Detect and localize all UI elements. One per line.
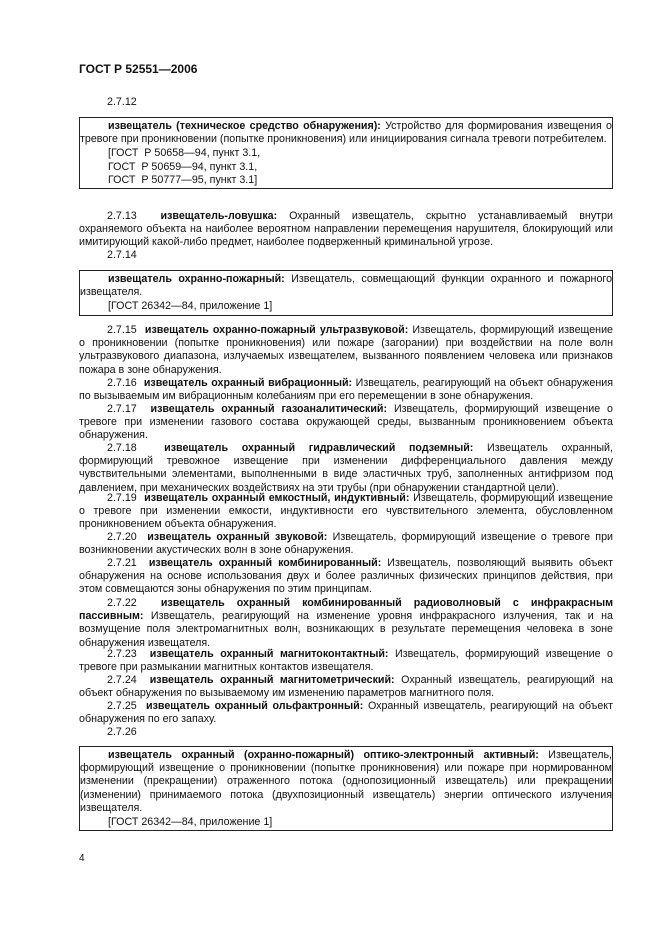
term: извещатель-ловушка: [160,210,278,222]
clause-number: 2.7.14 [107,249,137,261]
definition: Извещатель, формирующий извещение о тревоге при размыкании магнитных контактов извещателя. [79,648,613,674]
term: извещатель охранный вибрационный: [143,377,353,389]
clause [79,442,613,495]
definition-box [79,270,613,316]
clause-number: 2.7.20 [107,531,137,543]
definition: Охранный извещатель, реагирующий на объект обнаружения по вызываемому им изменению параметров магнитного поля. [79,674,613,700]
definition: Извещатель, формирующий извещение о проникновении (попытке проникновения) или пожаре (загорании) при воздействии на поле волн ультразвукового диапазона, излучаемых извещателем, вызванного появлением человека или признаков пожара в зоне обнаружения. [79,324,613,376]
reference: [ГОСТ Р 50658—94, пункт 3.1, [108,147,261,160]
definition-box [79,746,613,831]
reference: ГОСТ Р 50659—94, пункт 3.1, [108,160,258,173]
term: извещатель охранный гидравлический подземный: [164,442,474,454]
clause-number: 2.7.17 [107,403,137,415]
term: извещатель охранный ольфактронный: [146,700,364,712]
definition: Охранный извещатель, скрытно устанавливаемый внутри охраняемого объекта на наиболее вероятном направлении перемещения нарушителя, блокирующий или имитирующий какой-либо предмет, наиболее подверженный криминальной угрозе. [79,210,613,249]
clause-number: 2.7.19 [107,492,137,504]
clause-number: 2.7.15 [107,324,137,336]
term: извещатель охранно-пожарный ультразвуковой: [144,324,409,336]
clause [79,492,613,532]
term: извещатель (техническое средство обнаружения): [108,120,381,132]
definition: Извещатель охранный, формирующий тревожное извещение при изменении дифференциального давления между чувствительными элементами, выполненными в виде эластичных труб, заполненных антифризом под давлением, при механических воздействиях на эти трубы (при обнаружении стандартной цели). [79,442,613,494]
document-header: ГОСТ Р 52551—2006 [79,62,198,76]
clause [79,324,613,377]
clause [79,700,613,726]
definition-text [80,749,612,815]
definition: Извещатель, реагирующий на объект обнаружения по вызываемым им вибрационным колебаниям при его перемещении в зоне обнаружения. [79,377,613,403]
clause-number: 2.7.22 [107,597,137,609]
definition-box [79,117,613,189]
definition: Извещатель, совмещающий функции охранного и пожарного извещателя. [80,273,613,299]
term: извещатель охранный газоаналитический: [150,403,388,415]
clause-number: 2.7.12 [107,96,137,108]
clause-number: 2.7.24 [107,674,137,686]
term: извещатель охранный (охранно-пожарный) оптико-электронный активный: [108,749,539,761]
term: извещатель охранный комбинированный радиоволновый с инфракрасным пассивным: [79,597,613,623]
clause-number: 2.7.18 [107,442,137,454]
definition: Устройство для формирования извещения о тревоге при проникновении (попытке проникновения) или инициирования сигнала тревоги потребителем. [80,120,613,146]
definition-text [80,273,612,299]
clause [79,597,613,650]
clause-number: 2.7.13 [107,210,137,222]
clause-number: 2.7.26 [107,726,137,738]
term: извещатель охранный магнитоконтактный: [149,648,389,660]
definition: Извещатель, формирующий извещение о проникновении (попытке проникновения) или пожаре при нормированном изменении (прекращении) отраженного потока (однопозиционный извещатель) или прекращении (изменении) принимаемого потока (двухпозиционный извещатель) энергии оптического излучения извещателя. [80,749,612,814]
clause [79,648,613,674]
term: извещатель охранный емкостный, индуктивный: [144,492,410,504]
clause [79,377,613,403]
term: извещатель охранно-пожарный: [108,273,285,285]
clause [79,531,613,557]
reference: [ГОСТ 26342—84, приложение 1] [108,816,273,829]
clause-number: 2.7.23 [107,648,137,660]
definition: Извещатель, формирующий извещение о тревоге при возникновении акустических волн в зоне обнаружения. [79,531,613,557]
clause [79,674,613,700]
clause [79,557,613,597]
reference-list [108,147,612,187]
definition: Извещатель, формирующий извещение о тревоге при изменении газового состава окружающей среды, вызванным проникновением объекта обнаружения. [79,403,613,442]
term: извещатель охранный магнитометрический: [149,674,395,686]
term: извещатель охранный комбинированный: [148,557,382,569]
definition: Извещатель, позволяющий выявить объект обнаружения на основе использования двух и более различных физических принципов действия, при этом совмещаются зоны обнаружения по этим принципам. [79,557,613,596]
term: извещатель охранный звуковой: [147,531,328,543]
clause-number: 2.7.21 [107,557,137,569]
clause-number: 2.7.25 [107,700,137,712]
clause [79,403,613,443]
definition: Охранный извещатель, реагирующий на объект обнаружения по его запаху. [79,700,613,726]
reference: ГОСТ Р 50777—95, пункт 3.1] [108,173,258,186]
reference: [ГОСТ 26342—84, приложение 1] [108,300,273,313]
definition: Извещатель, реагирующий на изменение уровня инфракрасного излучения, так и на возмущение поля электромагнитных волн, возникающих в результате перемещения человека в зоне обнаружения извещателя. [79,610,613,649]
clause [79,210,613,250]
page-number: 4 [79,853,85,864]
clause-number: 2.7.16 [107,377,137,389]
definition: Извещатель, формирующий извещение о тревоге при изменении емкости, индуктивности его чувствительного элемента, обусловленном проникновением объекта обнаружения. [79,492,613,531]
definition-text [80,120,612,146]
